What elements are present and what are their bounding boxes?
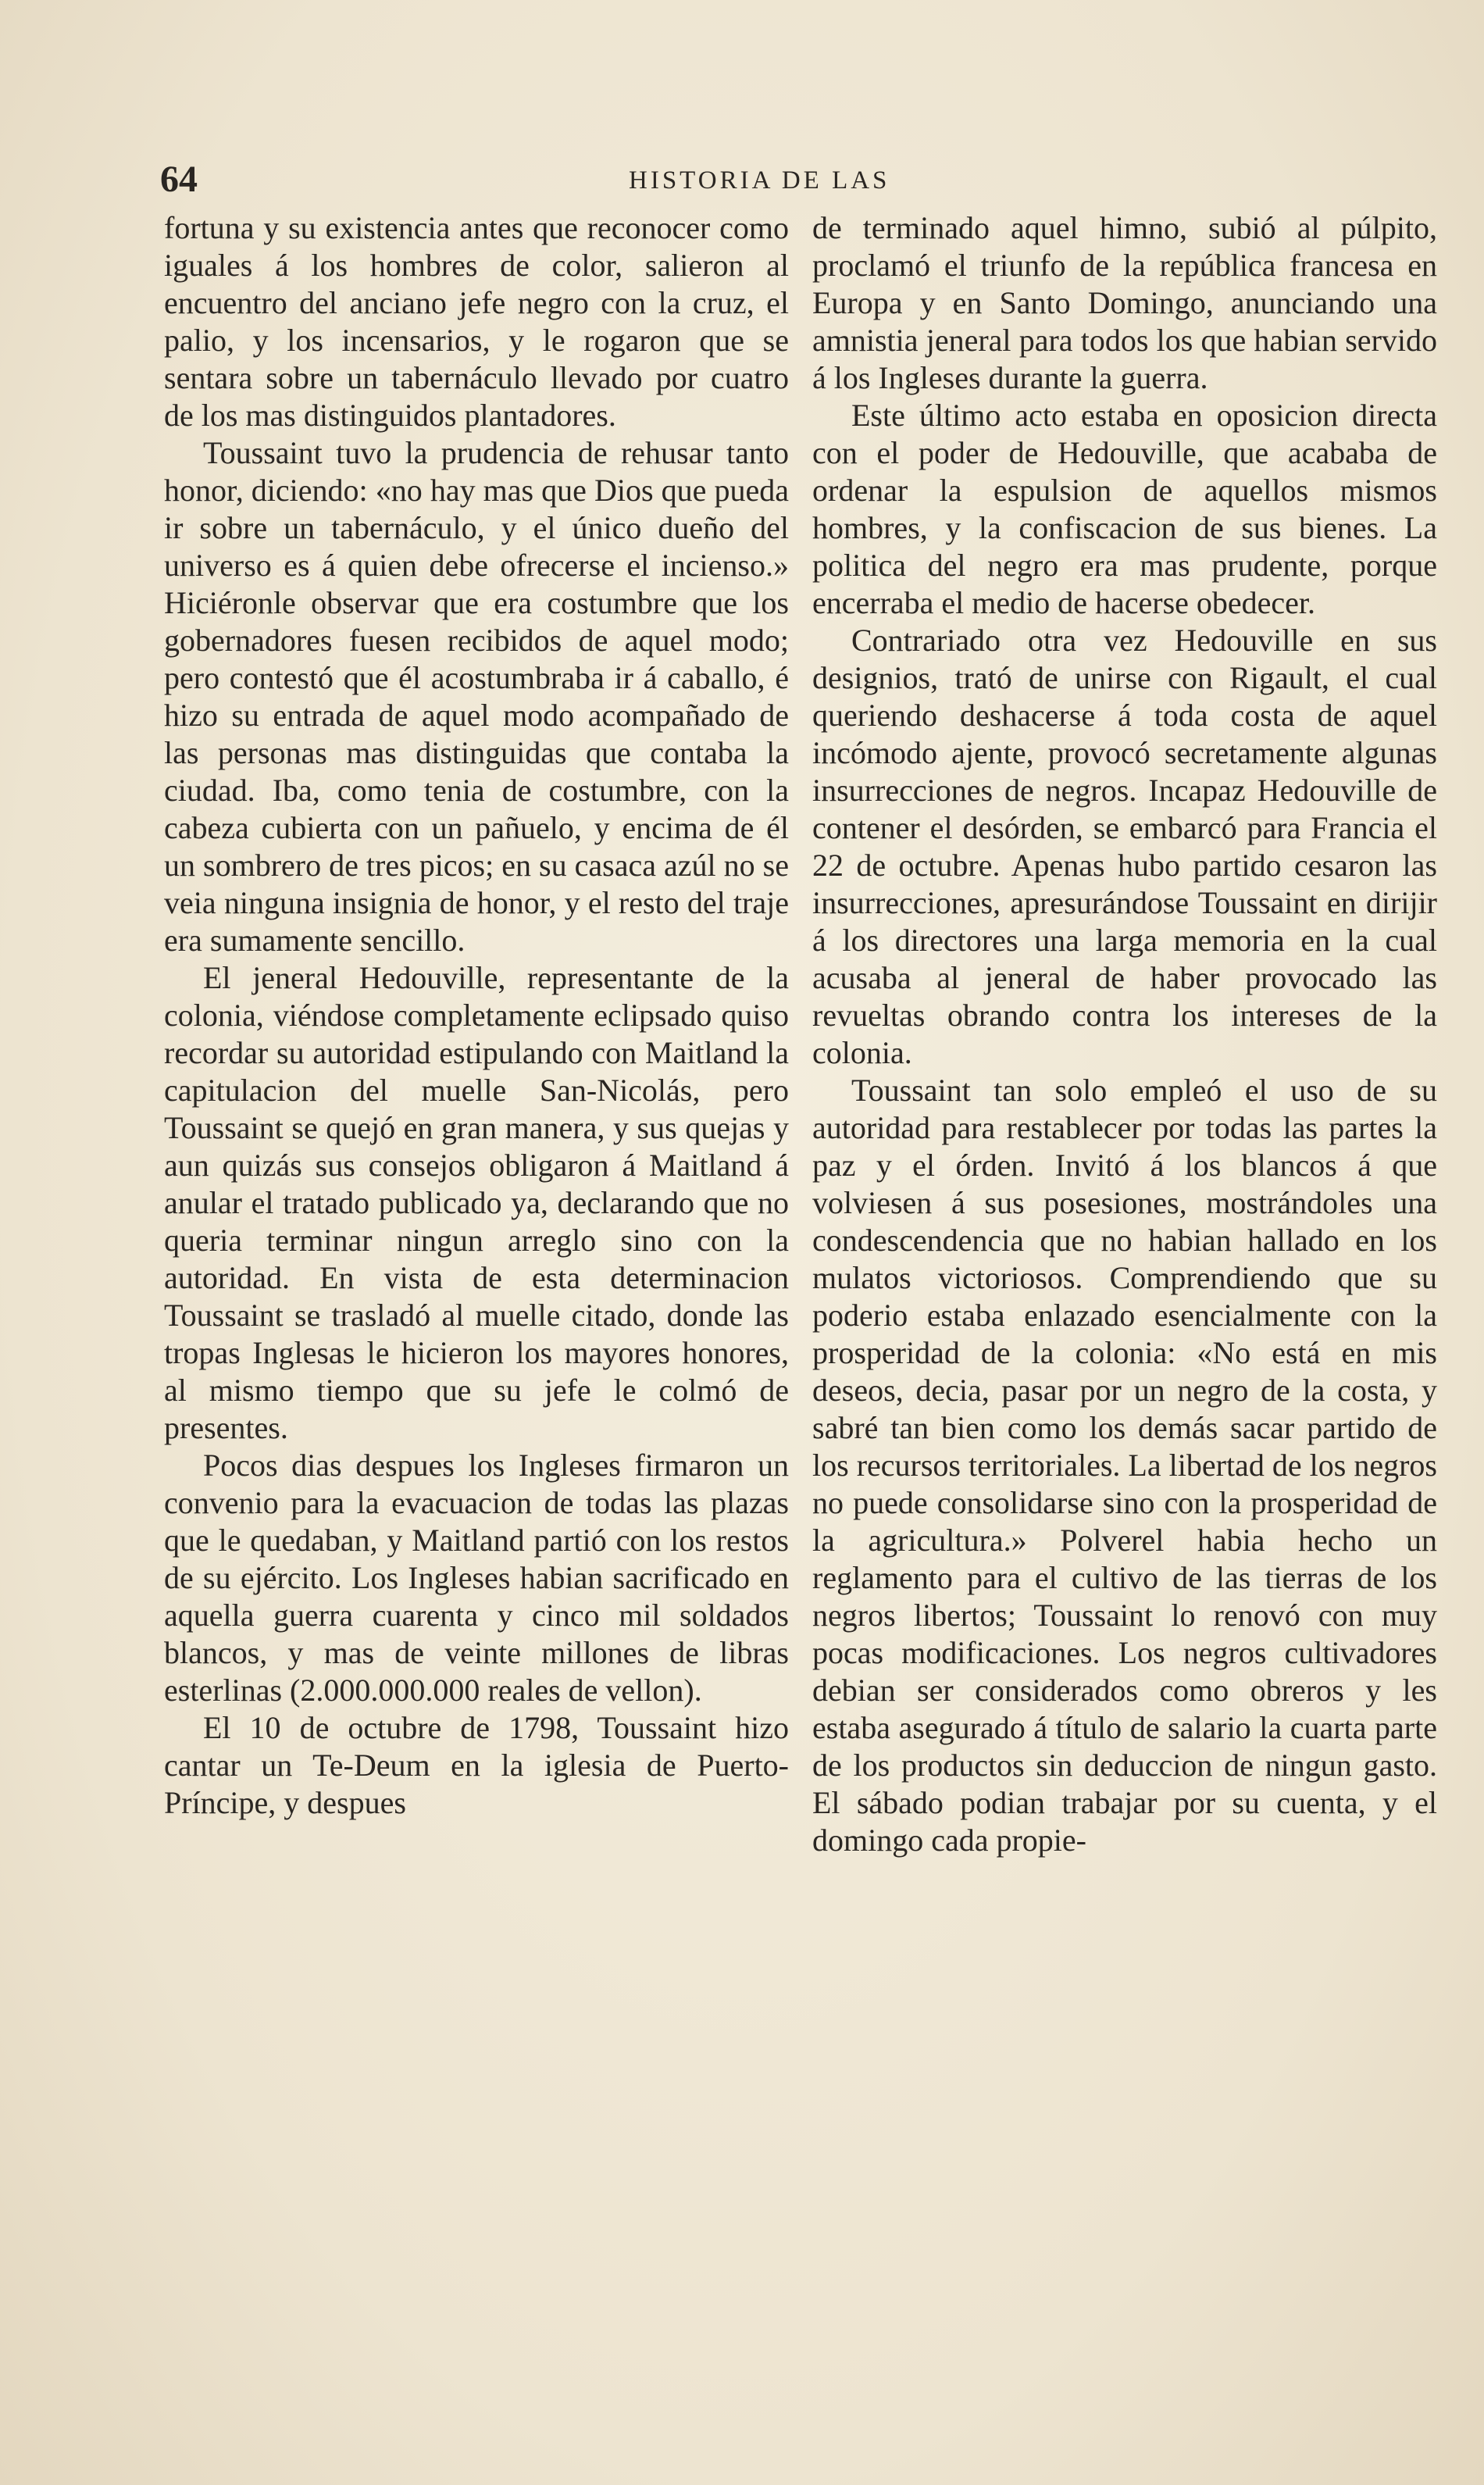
page-number: 64 [160, 159, 198, 200]
paragraph: El jeneral Hedouville, representante de la colonia, viéndose completamente eclipsado quiso recordar su autoridad estipulando con Maitland la capitulacion del muelle San-Nicolás, pero Toussaint se quejó en gran manera, y sus quejas y aun quizás sus consejos obligaron á Maitland á anular el tratado publicado ya, declarando que no queria terminar ningun arreglo sino con la autoridad. En vista de esta determinacion Toussaint se trasladó al muelle citado, donde las tropas Inglesas le hicieron los mayores honores, al mismo tiempo que su jefe le colmó de presentes. [164, 960, 789, 1445]
paragraph: fortuna y su existencia antes que reconocer como iguales á los hombres de color, salieron al encuentro del anciano jefe negro con la cruz, el palio, y los incensarios, y le rogaron que se sentara sobre un tabernáculo llevado por cuatro de los mas distinguidos plantadores. [164, 210, 789, 433]
running-title: HISTORIA DE LAS [629, 166, 890, 195]
paragraph: de terminado aquel himno, subió al púlpito, proclamó el triunfo de la república francesa en Europa y en Santo Domingo, anunciando una amnistia jeneral para todos los que habian servido á los Ingleses durante la guerra. [812, 210, 1437, 395]
paragraph: Contrariado otra vez Hedouville en sus designios, trató de unirse con Rigault, el cual queriendo deshacerse á toda costa de aquel incómodo ajente, provocó secretamente algunas insurrecciones de negros. Incapaz Hedouville de contener el desórden, se embarcó para Francia el 22 de octubre. Apenas hubo partido cesaron las insurrecciones, apresurándose Toussaint en dirijir á los directores una larga memoria en la cual acusaba al jeneral de haber provocado las revueltas obrando contra los intereses de la colonia. [812, 623, 1437, 1070]
paragraph: Pocos dias despues los Ingleses firmaron un convenio para la evacuacion de todas las plazas que le quedaban, y Maitland partió con los restos de su ejército. Los Ingleses habian sacrificado en aquella guerra cuarenta y cinco mil soldados blancos, y mas de veinte millones de libras esterlinas (2.000.000.000 reales de vellon). [164, 1448, 789, 1708]
left-column [164, 209, 789, 1822]
paragraph: El 10 de octubre de 1798, Toussaint hizo cantar un Te-Deum en la iglesia de Puerto-Príncipe, y despues [164, 1710, 789, 1820]
right-column [812, 209, 1437, 1859]
running-header [160, 156, 1433, 203]
paragraph: Este último acto estaba en oposicion directa con el poder de Hedouville, que acababa de ordenar la espulsion de aquellos mismos hombres, y la confiscacion de sus bienes. La politica del negro era mas prudente, porque encerraba el medio de hacerse obedecer. [812, 398, 1437, 620]
paragraph: Toussaint tan solo empleó el uso de su autoridad para restablecer por todas las partes la paz y el órden. Invitó á los blancos á que volviesen á sus posesiones, mostrándoles una condescendencia que no habian hallado en los mulatos victoriosos. Comprendiendo que su poderio estaba enlazado esencialmente con la prosperidad de la colonia: «No está en mis deseos, decia, pasar por un negro de la costa, y sabré tan bien como los demás sacar partido de los recursos territoriales. La libertad de los negros no puede consolidarse sino con la prosperidad de la agricultura.» Polverel habia hecho un reglamento para el cultivo de las tierras de los negros libertos; Toussaint lo renovó con muy pocas modificaciones. Los negros cultivadores debian ser considerados como obreros y les estaba asegurado á título de salario la cuarta parte de los productos sin deduccion de ningun gasto. El sábado podian trabajar por su cuenta, y el domingo cada propie- [812, 1073, 1437, 1858]
paragraph: Toussaint tuvo la prudencia de rehusar tanto honor, diciendo: «no hay mas que Dios que pueda ir sobre un tabernáculo, y el único dueño del universo es á quien debe ofrecerse el incienso.» Hiciéronle observar que era costumbre que los gobernadores fuesen recibidos de aquel modo; pero contestó que él acostumbraba ir á caballo, é hizo su entrada de aquel modo acompañado de las personas mas distinguidas que contaba la ciudad. Iba, como tenia de costumbre, con la cabeza cubierta con un pañuelo, y encima de él un sombrero de tres picos; en su casaca azúl no se veia ninguna insignia de honor, y el resto del traje era sumamente sencillo. [164, 435, 789, 958]
